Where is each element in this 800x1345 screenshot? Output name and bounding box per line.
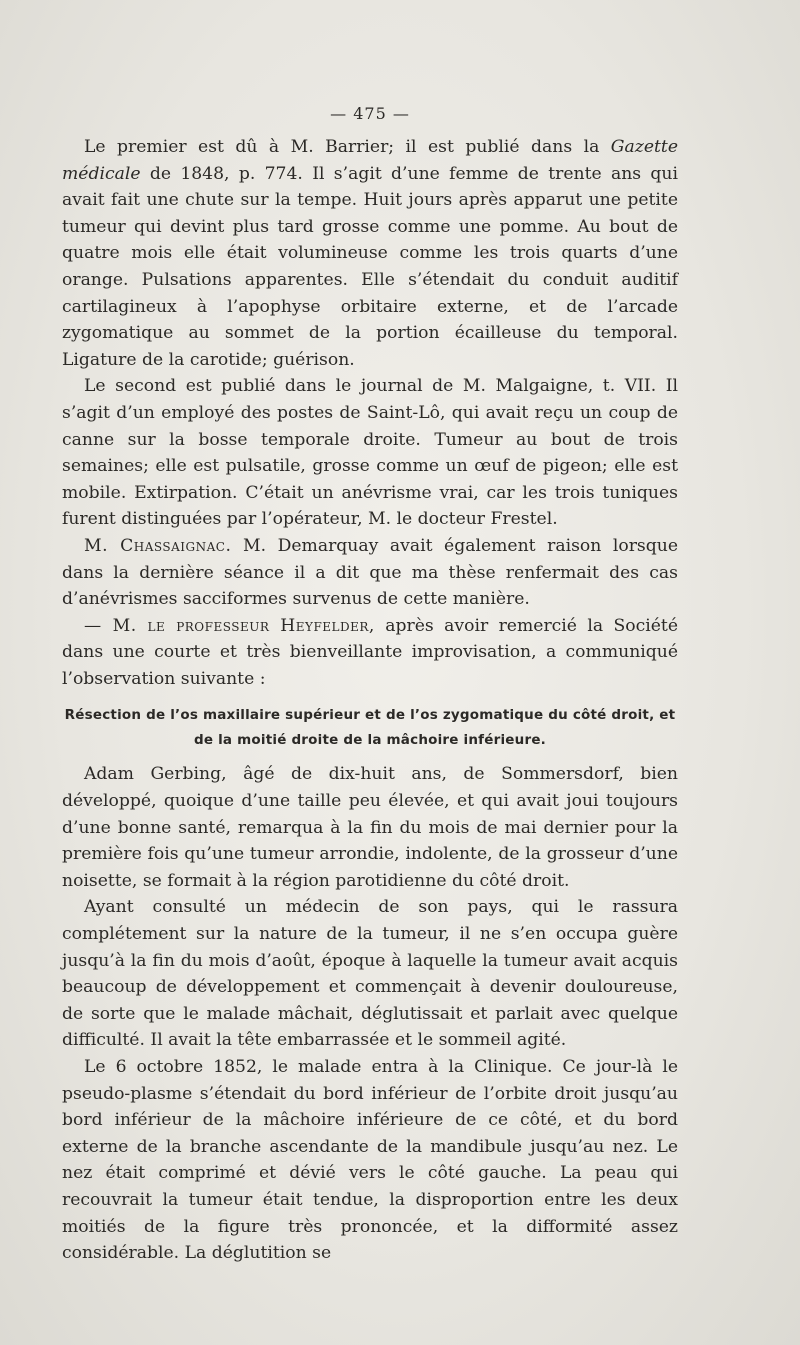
paragraph-chassaignac <box>62 533 678 613</box>
paragraph-admission: Le 6 octobre 1852, le malade entra à la Clinique. Ce jour-là le pseudo-plasme s’étendait du bord inférieur de l’orbite droit jusqu’au bord inférieur de la mâchoire inférieure de ce côté, et du bord externe de la branche ascendante de la mandibule jusqu’au nez. Le nez était comprimé et dévié vers le côté gauche. La peau qui recouvrait la tumeur était tendue, la disproportion entre les deux moitiés de la figure très prononcée, et la difformité assez considérable. La déglutition se <box>62 1057 678 1264</box>
paragraph-patient-intro: Adam Gerbing, âgé de dix-huit ans, de Sommersdorf, bien développé, quoique d’une taille peu élevée, et qui avait joui toujours d’une bonne santé, remarqua à la fin du mois de mai dernier pour la première fois qu’une tumeur arrondie, indolente, de la grosseur d’une noisette, se formait à la région parotidienne du côté droit. <box>62 764 678 891</box>
speaker-heyfelder: — M. le professeur Heyfelder, <box>84 615 375 636</box>
paragraph-malgaigne-case: Le second est publié dans le journal de M. Malgaigne, t. VII. Il s’agit d’un employé des postes de Saint-Lô, qui avait reçu un coup de canne sur la bosse temporale droite. Tumeur au bout de trois semaines; elle est pulsatile, grosse comme un œuf de pigeon; elle est mobile. Extirpation. C’était un anévrisme vrai, car les trois tuniques furent distinguées par l’opérateur, M. le docteur Frestel. <box>62 376 678 530</box>
speaker-chassaignac: M. Chassaignac. <box>84 535 232 556</box>
page-body <box>62 100 678 1267</box>
paragraph-patient-history: Ayant consulté un médecin de son pays, qui le rassura complétement sur la nature de la tumeur, il ne s’en occupa guère jusqu’à la fin du mois d’août, époque à laquelle la tumeur avait acquis beaucoup de développement et commençait à devenir douloureuse, de sorte que le malade mâchait, déglutissait et parlait avec quelque difficulté. Il avait la tête embarrassée et le sommeil agité. <box>62 897 678 1051</box>
page-number: — 475 — <box>330 104 410 123</box>
paragraph-heyfelder-text: après avoir remercié la Société dans une courte et très bienveillante improvisation, a communiqué l’observation suivante : <box>62 615 679 689</box>
paragraph-barrier-body: de 1848, p. 774. Il s’agit d’une femme de trente ans qui avait fait une chute sur la tempe. Huit jours après apparut une petite tumeur qui devint plus tard grosse comme une pomme. Au bout de quatre mois elle était volumineuse comme les trois quarts d’une orange. Pulsations apparentes. Elle s’étendait du conduit auditif cartilagineux à l’apophyse orbitaire externe, et de l’arcade zygomatique au sommet de la portion écailleuse du temporal. Ligature de la carotide; guérison. <box>62 163 678 370</box>
paragraph-heyfelder <box>62 613 678 693</box>
paragraph-barrier-intro: Le premier est dû à M. Barrier; il est publié dans la <box>84 137 611 157</box>
journal-title: Gazette médicale <box>62 137 678 184</box>
section-title: Résection de l’os maxillaire supérieur et de l’os zygomatique du côté droit, et de la moitié droite de la mâchoire inférieure. <box>64 707 676 749</box>
paragraph-barrier-case <box>62 134 678 373</box>
paragraph-chassaignac-text: M. Demarquay avait également raison lorsque dans la dernière séance il a dit que ma thèse renfermait des cas d’anévrismes sacciformes survenus de cette manière. <box>62 535 678 610</box>
